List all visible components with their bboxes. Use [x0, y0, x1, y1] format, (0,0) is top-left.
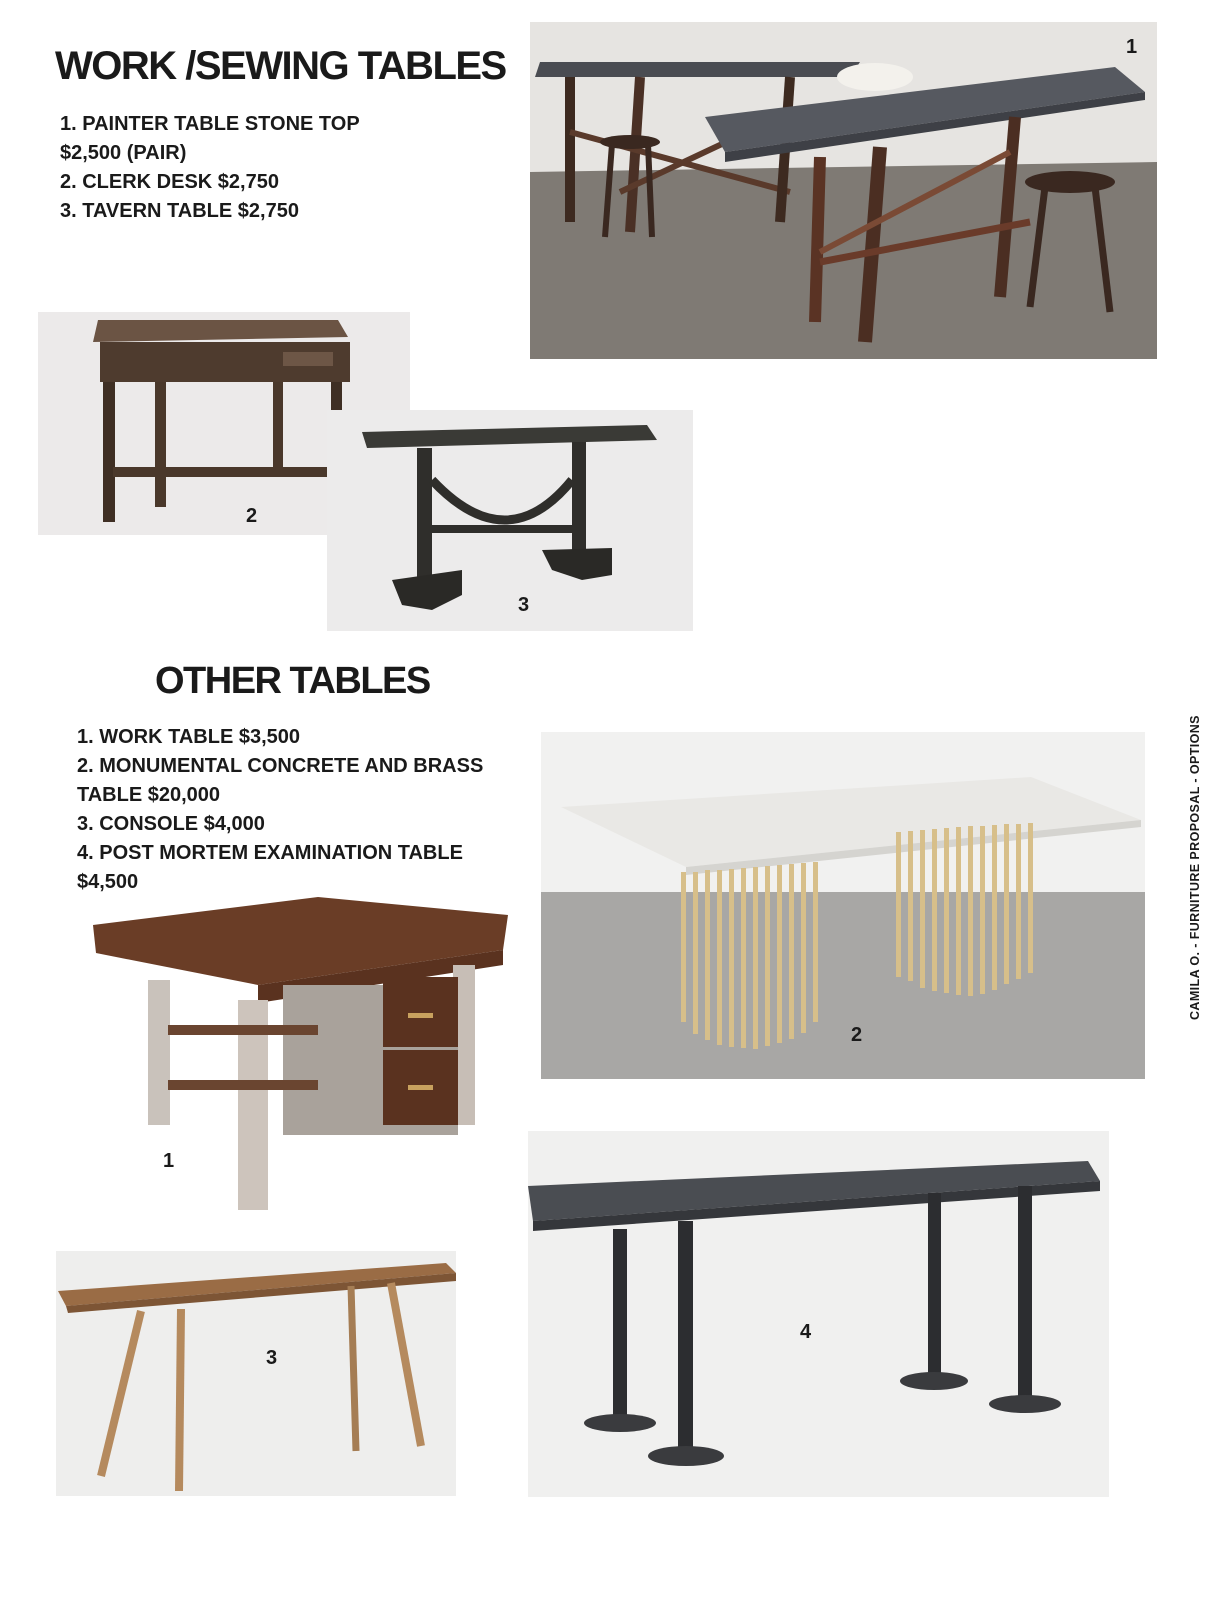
photo-number-1: 1 [163, 1150, 175, 1172]
list-item: 3. TAVERN TABLE $2,750 [60, 200, 299, 222]
other-tables-price-list [77, 723, 537, 897]
section-title-work-sewing: WORK /SEWING TABLES [55, 44, 506, 88]
painter-table-photo [530, 22, 1157, 359]
list-item: 3. CONSOLE $4,000 [77, 813, 265, 835]
list-item: 1. WORK TABLE $3,500 [77, 726, 301, 748]
photo-number-2: 2 [851, 1024, 863, 1046]
photo-number-2: 2 [246, 505, 258, 527]
section-title-other-tables: OTHER TABLES [155, 660, 430, 702]
list-item: 1. PAINTER TABLE STONE TOP [60, 113, 360, 135]
list-item: 2. MONUMENTAL CONCRETE AND BRASS [77, 755, 484, 777]
console-photo [56, 1251, 456, 1496]
post-mortem-table-photo [528, 1131, 1109, 1497]
list-item: $4,500 [77, 871, 139, 893]
photo-number-1: 1 [1126, 36, 1138, 58]
photo-number-3: 3 [266, 1347, 278, 1369]
list-item: $2,500 (PAIR) [60, 142, 187, 164]
photo-number-3: 3 [518, 594, 530, 616]
list-item: TABLE $20,000 [77, 784, 221, 806]
work-table-photo [88, 895, 520, 1223]
list-item: 2. CLERK DESK $2,750 [60, 171, 279, 193]
side-label: CAMILA O. - FURNITURE PROPOSAL - OPTIONS [1188, 715, 1202, 1020]
concrete-brass-table-photo [541, 732, 1145, 1079]
photo-number-4: 4 [800, 1321, 812, 1343]
work-sewing-price-list [60, 110, 460, 226]
list-item: 4. POST MORTEM EXAMINATION TABLE [77, 842, 463, 864]
tavern-table-photo [327, 410, 693, 631]
